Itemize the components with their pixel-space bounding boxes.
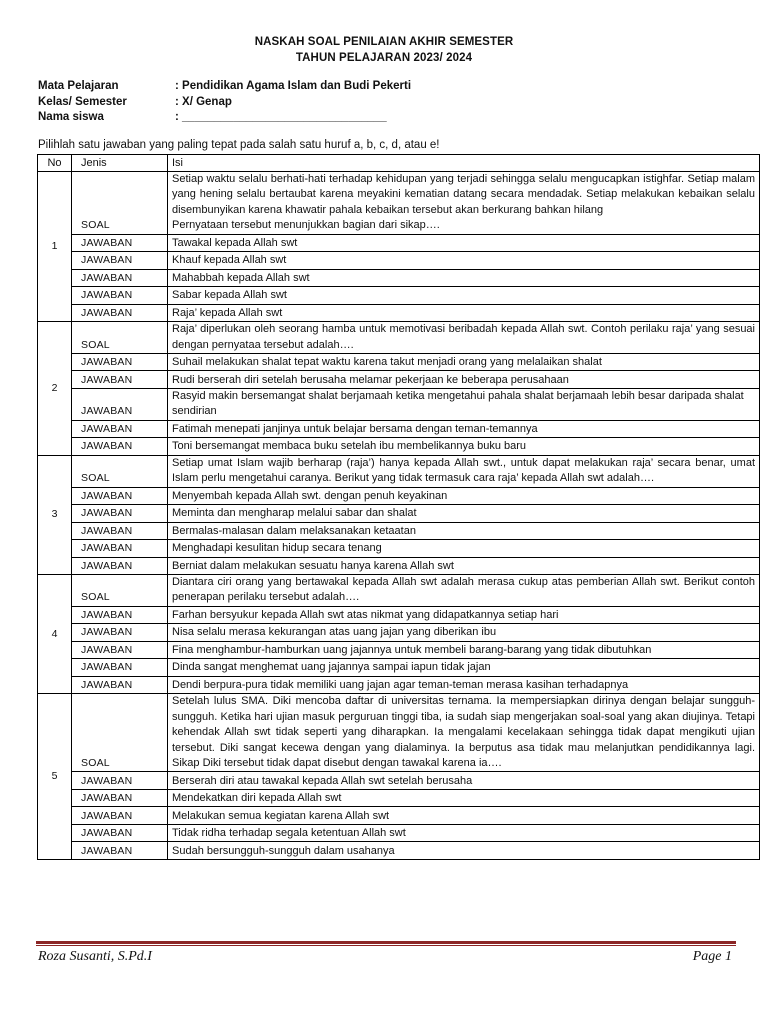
answer-text: Meminta dan mengharap melalui sabar dan shalat [168, 505, 760, 523]
answer-row [38, 388, 760, 420]
answer-label: JAWABAN [72, 269, 168, 287]
answer-row [38, 304, 760, 322]
answer-label: JAWABAN [72, 304, 168, 322]
footer-rule-thick [36, 941, 736, 944]
question-text: Setiap umat Islam wajib berharap (raja’) hanya kepada Allah swt., untuk dapat melakukan raja’ secara benar, umat Islam perlu mengetahui caranya. Berikut yang tidak termasuk cara raja’ kepada Allah swt adalah…. [168, 455, 760, 487]
student-meta [38, 79, 411, 126]
meta-value: : ________________________________ [175, 111, 387, 123]
soal-label: SOAL [72, 322, 168, 354]
question-text: Diantara ciri orang yang bertawakal kepada Allah swt adalah merasa cukup atas pemberian Allah swt. Berikut contoh penerapan perilaku tersebut adalah…. [168, 575, 760, 607]
answer-text: Fina menghambur-hamburkan uang jajannya untuk membeli barang-barang yang tidak dibutuhkan [168, 641, 760, 659]
instruction-text: Pilihlah satu jawaban yang paling tepat pada salah satu huruf a, b, c, d, atau e! [38, 139, 440, 151]
answer-row [38, 789, 760, 807]
footer-rule-thin [36, 945, 736, 946]
answer-label: JAWABAN [72, 824, 168, 842]
answer-row [38, 371, 760, 389]
answer-text: Menyembah kepada Allah swt. dengan penuh keyakinan [168, 487, 760, 505]
answer-row [38, 269, 760, 287]
answer-label: JAWABAN [72, 641, 168, 659]
meta-label: Nama siswa [38, 111, 104, 123]
answer-label: JAWABAN [72, 522, 168, 540]
question-text: Setiap waktu selalu berhati-hati terhadap kehidupan yang terjadi sehingga selalu mengucapkan istighfar. Setiap malam yang hening selalu bertaubat karena meyakini kematian datang secara mendadak. Setiap melakukan kebaikan selalu disembunyikan karena khawatir pahala kebaikan tersebut akan berkurang bahkan hilang Pernyataan tersebut menunjukkan bagian dari sikap…. [168, 172, 760, 235]
meta-row-class [38, 95, 411, 111]
answer-label: JAWABAN [72, 505, 168, 523]
answer-label: JAWABAN [72, 557, 168, 575]
answer-label: JAWABAN [72, 772, 168, 790]
answer-text: Mahabbah kepada Allah swt [168, 269, 760, 287]
answer-row [38, 487, 760, 505]
answer-text: Fatimah menepati janjinya untuk belajar bersama dengan teman-temannya [168, 420, 760, 438]
answer-text: Berniat dalam melakukan sesuatu hanya karena Allah swt [168, 557, 760, 575]
answer-text: Suhail melakukan shalat tepat waktu karena takut menjadi orang yang melalaikan shalat [168, 353, 760, 371]
answer-text: Toni bersemangat membaca buku setelah ibu membelikannya buku baru [168, 438, 760, 456]
answer-text: Berserah diri atau tawakal kepada Allah swt setelah berusaha [168, 772, 760, 790]
answer-text: Dendi berpura-pura tidak memiliki uang jajan agar teman-teman merasa kasihan terhadapnya [168, 676, 760, 694]
answer-text: Sudah bersungguh-sungguh dalam usahanya [168, 842, 760, 860]
soal-label: SOAL [72, 575, 168, 607]
answer-label: JAWABAN [72, 287, 168, 305]
question-text: Setelah lulus SMA. Diki mencoba daftar di universitas ternama. Ia mempersiapkan dirinya dengan belajar sungguh-sungguh. Ketika hari ujian masuk perguruan tinggi tiba, ia sudah siap mengerjakan soal-soal yang akan diujinya. Tetapi kehendak Allah swt tidak seperti yang diharapkan. Ia mengalami kecelakaan sehingga tidak dapat mengikuti ujian tersebut. Diki sangat kecewa dengan yang dialaminya. Ia berputus asa tidak mau melanjutkan pendidikannya lagi. Sikap Diki tersebut tidak dapat disebut dengan tawakal karena ia…. [168, 694, 760, 772]
answer-row [38, 557, 760, 575]
answer-label: JAWABAN [72, 438, 168, 456]
answer-row [38, 540, 760, 558]
doc-title: NASKAH SOAL PENILAIAN AKHIR SEMESTER [254, 36, 514, 48]
meta-value: : X/ Genap [175, 95, 232, 108]
answer-text: Melakukan semua kegiatan karena Allah swt [168, 807, 760, 825]
header-isi: Isi [168, 155, 760, 172]
question-number: 1 [38, 172, 72, 322]
answer-row [38, 676, 760, 694]
answer-row [38, 252, 760, 270]
answer-row [38, 772, 760, 790]
question-row [38, 172, 760, 235]
answer-label: JAWABAN [72, 624, 168, 642]
answer-text: Tidak ridha terhadap segala ketentuan Allah swt [168, 824, 760, 842]
answer-text: Menghadapi kesulitan hidup secara tenang [168, 540, 760, 558]
question-row [38, 455, 760, 487]
soal-label: SOAL [72, 172, 168, 235]
meta-row-name [38, 110, 411, 126]
answer-label: JAWABAN [72, 487, 168, 505]
answer-row [38, 438, 760, 456]
question-number: 3 [38, 455, 72, 574]
answer-row [38, 522, 760, 540]
answer-label: JAWABAN [72, 540, 168, 558]
answer-label: JAWABAN [72, 789, 168, 807]
answer-text: Dinda sangat menghemat uang jajannya sampai iapun tidak jajan [168, 659, 760, 677]
answer-text: Tawakal kepada Allah swt [168, 234, 760, 252]
answer-label: JAWABAN [72, 420, 168, 438]
question-row [38, 322, 760, 354]
soal-label: SOAL [72, 694, 168, 772]
answer-row [38, 641, 760, 659]
question-row [38, 694, 760, 772]
question-number: 5 [38, 694, 72, 860]
answer-label: JAWABAN [72, 234, 168, 252]
answer-label: JAWABAN [72, 676, 168, 694]
answer-label: JAWABAN [72, 807, 168, 825]
answer-row [38, 842, 760, 860]
answer-label: JAWABAN [72, 371, 168, 389]
meta-label: Kelas/ Semester [38, 95, 127, 108]
answer-row [38, 659, 760, 677]
answer-row [38, 287, 760, 305]
answer-text: Mendekatkan diri kepada Allah swt [168, 789, 760, 807]
answer-label: JAWABAN [72, 388, 168, 420]
footer-page-number: Page 1 [692, 949, 732, 964]
meta-label: Mata Pelajaran [38, 80, 119, 92]
header-no: No [38, 155, 72, 172]
question-table [37, 154, 760, 860]
answer-row [38, 234, 760, 252]
answer-text: Rasyid makin bersemangat shalat berjamaah ketika mengetahui pahala shalat berjamaah lebih besar daripada shalat sendirian [168, 388, 760, 420]
question-number: 4 [38, 575, 72, 694]
answer-label: JAWABAN [72, 353, 168, 371]
question-row [38, 575, 760, 607]
header-jenis: Jenis [72, 155, 168, 172]
answer-row [38, 353, 760, 371]
answer-text: Raja’ kepada Allah swt [168, 304, 760, 322]
question-text: Raja’ diperlukan oleh seorang hamba untuk memotivasi beribadah kepada Allah swt. Contoh perilaku raja’ yang sesuai dengan pernyataa tersebut adalah…. [168, 322, 760, 354]
answer-text: Sabar kepada Allah swt [168, 287, 760, 305]
soal-label: SOAL [72, 455, 168, 487]
answer-row [38, 420, 760, 438]
question-number: 2 [38, 322, 72, 456]
answer-row [38, 807, 760, 825]
answer-text: Khauf kepada Allah swt [168, 252, 760, 270]
meta-row-subject [38, 79, 411, 95]
answer-label: JAWABAN [72, 659, 168, 677]
doc-subtitle: TAHUN PELAJARAN 2023/ 2024 [295, 52, 473, 64]
answer-row [38, 606, 760, 624]
answer-label: JAWABAN [72, 252, 168, 270]
answer-row [38, 824, 760, 842]
answer-text: Rudi berserah diri setelah berusaha melamar pekerjaan ke beberapa perusahaan [168, 371, 760, 389]
table-body [38, 172, 760, 860]
meta-value: : Pendidikan Agama Islam dan Budi Pekerti [175, 80, 412, 92]
table-header-row [38, 155, 760, 172]
answer-text: Farhan bersyukur kepada Allah swt atas nikmat yang didapatkannya setiap hari [168, 606, 760, 624]
answer-row [38, 624, 760, 642]
answer-text: Nisa selalu merasa kekurangan atas uang jajan yang diberikan ibu [168, 624, 760, 642]
footer-author: Roza Susanti, S.Pd.I [38, 949, 152, 964]
answer-label: JAWABAN [72, 606, 168, 624]
answer-row [38, 505, 760, 523]
answer-text: Bermalas-malasan dalam melaksanakan ketaatan [168, 522, 760, 540]
answer-label: JAWABAN [72, 842, 168, 860]
